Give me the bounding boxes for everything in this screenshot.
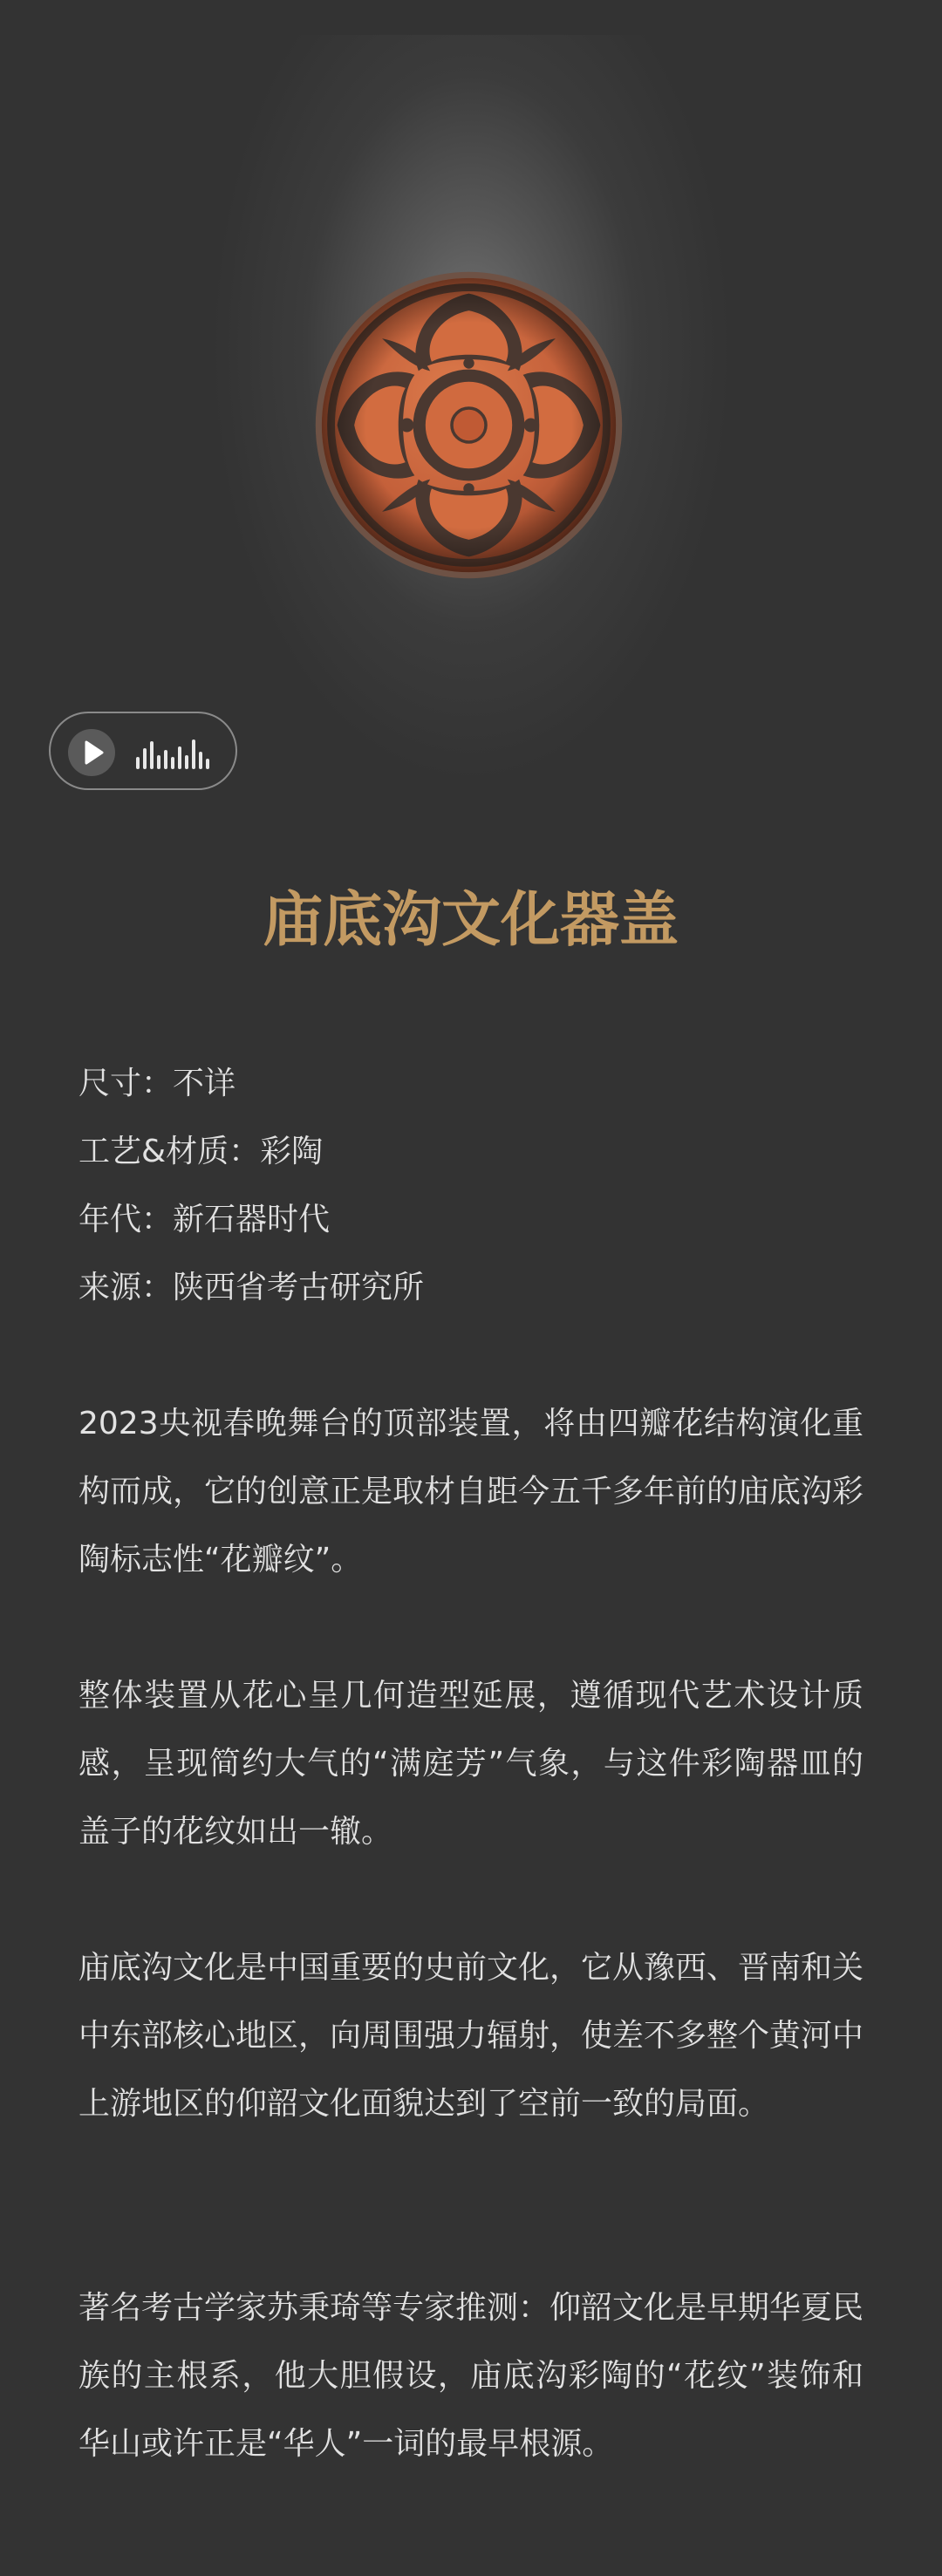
audio-wave-icon <box>136 734 209 771</box>
description-paragraph-3: 庙底沟文化是中国重要的史前文化，它从豫西、晋南和关中东部核心地区，向周围强力辐射，使差不多整个黄河中上游地区的仰韶文化面貌达到了空前一致的局面。 <box>78 1950 864 2122</box>
description-paragraph-4: 著名考古学家苏秉琦等专家推测：仰韶文化是早期华夏民族的主根系，他大胆假设，庙底沟彩陶的“花纹”装饰和华山或许正是“华人”一词的最早根源。 <box>78 2290 864 2462</box>
meta-era: 年代：新石器时代 <box>78 1202 331 1237</box>
meta-craft-material: 工艺&材质：彩陶 <box>78 1134 324 1169</box>
audio-player-button[interactable] <box>49 712 237 790</box>
description-paragraph-2: 整体装置从花心呈几何造型延展，遵循现代艺术设计质感，呈现简约大气的“满庭芳”气象，与这件彩陶器皿的盖子的花纹如出一辙。 <box>78 1678 864 1850</box>
artifact-meta-list <box>78 1050 864 1322</box>
meta-size: 尺寸：不详 <box>78 1066 236 1101</box>
description-paragraph-1: 2023央视春晚舞台的顶部装置，将由四瓣花结构演化重构而成，它的创意正是取材自距今五千多年前的庙底沟彩陶标志性“花瓣纹”。 <box>78 1406 864 1578</box>
artifact-hero <box>0 0 942 785</box>
meta-source: 来源：陕西省考古研究所 <box>78 1270 425 1305</box>
play-icon[interactable] <box>68 729 115 776</box>
artifact-title: 庙底沟文化器盖 <box>263 885 679 955</box>
painted-pottery-lid-image <box>314 270 624 580</box>
